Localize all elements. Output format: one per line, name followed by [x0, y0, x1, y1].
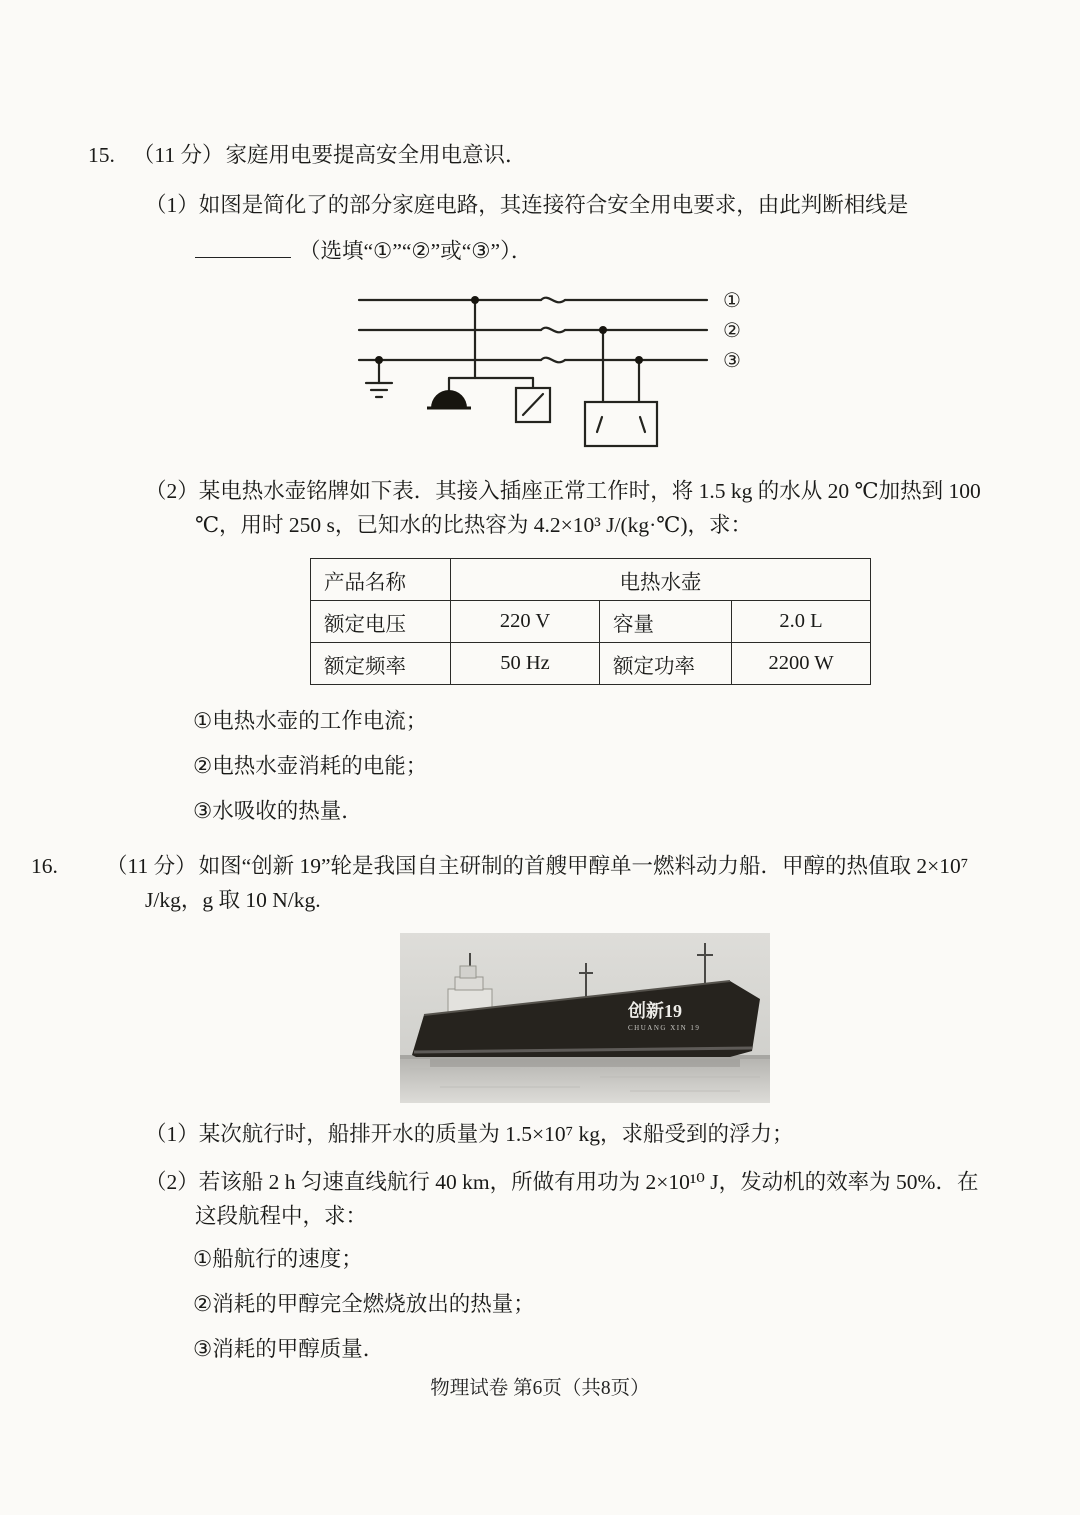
q15-subquestion-2: ②电热水壶消耗的电能； — [193, 754, 428, 778]
switch-symbol — [516, 388, 550, 422]
nameplate-row-1 — [311, 559, 871, 601]
q16-part2-label: （2） — [145, 1170, 199, 1194]
answer-blank — [195, 235, 291, 258]
nameplate-power-value: 2200 W — [732, 643, 871, 685]
q16-intro: 如图“创新 19”轮是我国自主研制的首艘甲醇单一燃料动力船．甲醇的热值取 2×10⁷ J/kg，g 取 10 N/kg. — [145, 854, 969, 912]
ship-name-en: CHUANG XIN 19 — [628, 1024, 701, 1032]
lamp-branch-wire — [449, 300, 533, 390]
q16-part1-label: （1） — [145, 1122, 199, 1146]
q16-part1-text — [145, 1117, 996, 1151]
nameplate-row-3 — [311, 643, 871, 685]
wire-label-1: ① — [723, 290, 741, 312]
wire-label-2: ② — [723, 320, 741, 342]
q15-part1-suffix: （选填“①”“②”或“③”）． — [299, 239, 533, 263]
q15-header — [88, 138, 996, 172]
question-15 — [88, 138, 996, 827]
ship-reflection — [430, 1059, 740, 1067]
nameplate-capacity-value: 2.0 L — [732, 601, 871, 643]
q15-part1-question: 如图是简化了的部分家庭电路，其连接符合安全用电要求，由此判断相线是 — [198, 193, 909, 217]
q16-body — [145, 933, 996, 1365]
wire-3 — [359, 358, 707, 363]
page-footer: 物理试卷 第6页（共8页） — [430, 1378, 650, 1399]
q15-part2-question: 某电热水壶铭牌如下表．其接入插座正常工作时，将 1.5 kg 的水从 20 ℃加热到 100 ℃，用时 250 s，已知水的比热容为 4.2×10³ J/(kg·℃)，求： — [195, 479, 981, 537]
wire-1 — [359, 298, 707, 303]
q15-subquestion-1: ①电热水壶的工作电流； — [193, 709, 428, 733]
nameplate-frequency-label: 额定频率 — [311, 643, 451, 685]
q16-part2-question: 若该船 2 h 匀速直线航行 40 km，所做有用功为 2×10¹⁰ J，发动机的效率为 50%．在这段航程中，求： — [195, 1170, 979, 1228]
nameplate-voltage-label: 额定电压 — [311, 601, 451, 643]
wire-2 — [359, 328, 707, 333]
q16-subquestion-2: ②消耗的甲醇完全燃烧放出的热量； — [193, 1292, 535, 1316]
q15-subquestion-3: ③水吸收的热量． — [193, 799, 363, 823]
q15-part2-label: （2） — [145, 479, 199, 503]
wire-label-3: ③ — [723, 350, 741, 372]
q15-score: （11 分） — [132, 143, 224, 167]
nameplate-frequency-value: 50 Hz — [451, 643, 600, 685]
q15-part1-text — [145, 188, 996, 222]
lamp-symbol — [427, 390, 471, 408]
q15-number: 15. — [88, 143, 115, 167]
q15-part2-text — [145, 474, 996, 542]
nameplate-capacity-label: 容量 — [600, 601, 732, 643]
ship-name-cn: 创新19 — [628, 1001, 682, 1021]
nameplate-product-label: 产品名称 — [311, 559, 451, 601]
q15-part1-label: （1） — [145, 193, 199, 217]
q16-part2-text — [145, 1165, 996, 1233]
nameplate-row-2 — [311, 601, 871, 643]
ground-symbol — [366, 360, 392, 397]
socket-symbol — [585, 330, 657, 446]
q15-body — [145, 188, 996, 827]
q16-score: （11 分） — [106, 854, 197, 878]
nameplate-power-label: 额定功率 — [600, 643, 732, 685]
q16-subquestion-3: ③消耗的甲醇质量． — [193, 1337, 385, 1361]
question-16 — [31, 849, 996, 1365]
q16-subquestion-1: ①船航行的速度； — [193, 1247, 363, 1271]
nameplate-product-value: 电热水壶 — [451, 559, 871, 601]
q15-part1-answer-line — [195, 234, 996, 268]
q16-part1-question: 某次航行时，船排开水的质量为 1.5×10⁷ kg，求船受到的浮力； — [198, 1122, 794, 1146]
q16-header: 16. （11 分）如图“创新 19”轮是我国自主研制的首艘甲醇单一燃料动力船．甲醇的热值取 2×10⁷ J/kg，g 取 10 N/kg. — [31, 854, 969, 912]
circuit-diagram — [345, 282, 775, 460]
ship-photo — [400, 933, 770, 1103]
nameplate-table — [310, 558, 871, 685]
q15-intro: 家庭用电要提高安全用电意识． — [225, 143, 527, 167]
nameplate-voltage-value: 220 V — [451, 601, 600, 643]
